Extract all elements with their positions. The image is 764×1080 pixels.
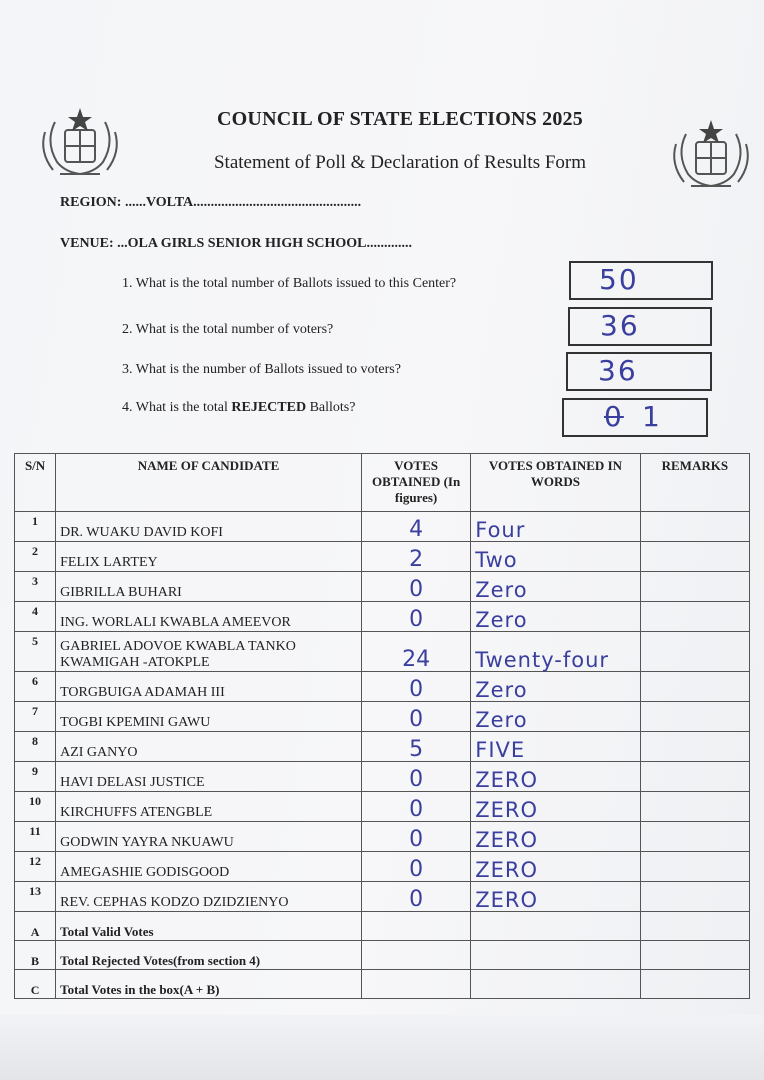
question-3: 3. What is the number of Ballots issued to voters? xyxy=(122,362,401,377)
candidate-name: GODWIN YAYRA NKUAWU xyxy=(56,822,362,852)
form-subtitle: Statement of Poll & Declaration of Results Form xyxy=(213,152,587,173)
remarks-cell xyxy=(640,672,749,702)
row-sn: 4 xyxy=(15,602,56,632)
footer-words xyxy=(471,970,640,999)
votes-words: Two xyxy=(471,542,640,572)
question-2: 2. What is the total number of voters? xyxy=(122,322,334,337)
row-sn: 13 xyxy=(15,882,56,912)
candidate-name: GABRIEL ADOVOE KWABLA TANKO KWAMIGAH -ATOKPLE xyxy=(56,632,362,672)
footer-label: Total Rejected Votes(from section 4) xyxy=(56,941,362,970)
row-sn: 9 xyxy=(15,762,56,792)
votes-figures: 5 xyxy=(361,732,470,762)
table-row xyxy=(15,852,750,882)
candidate-name: HAVI DELASI JUSTICE xyxy=(56,762,362,792)
table-row xyxy=(15,572,750,602)
candidate-name: GIBRILLA BUHARI xyxy=(56,572,362,602)
candidate-name: AMEGASHIE GODISGOOD xyxy=(56,852,362,882)
votes-words: Zero xyxy=(471,702,640,732)
answer-1: 50 xyxy=(599,263,639,296)
row-sn: 3 xyxy=(15,572,56,602)
remarks-cell xyxy=(640,822,749,852)
votes-words: FIVE xyxy=(471,732,640,762)
remarks-cell xyxy=(640,882,749,912)
votes-words: Zero xyxy=(471,602,640,632)
remarks-cell xyxy=(640,512,749,542)
votes-words: Zero xyxy=(471,572,640,602)
results-table xyxy=(14,453,750,999)
row-sn: 2 xyxy=(15,542,56,572)
candidate-name: FELIX LARTEY xyxy=(56,542,362,572)
table-header-row xyxy=(15,454,750,512)
votes-words: ZERO xyxy=(471,882,640,912)
table-row xyxy=(15,732,750,762)
footer-words xyxy=(471,912,640,941)
table-footer-row xyxy=(15,912,750,941)
table-row xyxy=(15,512,750,542)
votes-figures: 0 xyxy=(361,572,470,602)
header-votes-words: VOTES OBTAINED IN WORDS xyxy=(471,454,640,512)
table-row xyxy=(15,632,750,672)
votes-figures: 4 xyxy=(361,512,470,542)
venue-field: VENUE: ...OLA GIRLS SENIOR HIGH SCHOOL............. xyxy=(60,236,413,251)
answer-box-3 xyxy=(566,352,712,391)
remarks-cell xyxy=(640,732,749,762)
footer-words xyxy=(471,941,640,970)
table-row xyxy=(15,882,750,912)
votes-words: ZERO xyxy=(471,762,640,792)
votes-figures: 24 xyxy=(361,632,470,672)
table-row xyxy=(15,702,750,732)
answer-3: 36 xyxy=(598,354,638,387)
table-row xyxy=(15,792,750,822)
votes-words: ZERO xyxy=(471,822,640,852)
region-field: REGION: ......VOLTA................................................ xyxy=(60,195,362,210)
row-sn: 8 xyxy=(15,732,56,762)
table-row xyxy=(15,672,750,702)
header-remarks: REMARKS xyxy=(640,454,749,512)
answer-4: 1 xyxy=(642,400,662,433)
remarks-cell xyxy=(640,542,749,572)
candidate-name: REV. CEPHAS KODZO DZIDZIENYO xyxy=(56,882,362,912)
footer-label: Total Votes in the box(A + B) xyxy=(56,970,362,999)
header-name: NAME OF CANDIDATE xyxy=(56,454,362,512)
votes-figures: 0 xyxy=(361,882,470,912)
remarks-cell xyxy=(640,792,749,822)
candidate-name: DR. WUAKU DAVID KOFI xyxy=(56,512,362,542)
votes-words: Twenty-four xyxy=(471,632,640,672)
votes-words: Zero xyxy=(471,672,640,702)
answer-box-2 xyxy=(568,307,712,346)
votes-words: ZERO xyxy=(471,852,640,882)
votes-figures: 0 xyxy=(361,762,470,792)
remarks-cell xyxy=(640,632,749,672)
footer-sn: C xyxy=(15,970,56,999)
header-sn: S/N xyxy=(15,454,56,512)
remarks-cell xyxy=(640,702,749,732)
candidate-name: KIRCHUFFS ATENGBLE xyxy=(56,792,362,822)
form-title: COUNCIL OF STATE ELECTIONS 2025 xyxy=(217,108,583,130)
answer-4-struck: 0 xyxy=(604,400,624,433)
row-sn: 7 xyxy=(15,702,56,732)
table-row xyxy=(15,542,750,572)
table-row xyxy=(15,762,750,792)
footer-label: Total Valid Votes xyxy=(56,912,362,941)
answer-box-4 xyxy=(562,398,708,437)
votes-figures: 0 xyxy=(361,702,470,732)
remarks-cell xyxy=(640,572,749,602)
candidate-name: AZI GANYO xyxy=(56,732,362,762)
votes-figures: 0 xyxy=(361,672,470,702)
votes-figures: 0 xyxy=(361,792,470,822)
votes-figures: 0 xyxy=(361,822,470,852)
row-sn: 1 xyxy=(15,512,56,542)
row-sn: 11 xyxy=(15,822,56,852)
row-sn: 6 xyxy=(15,672,56,702)
remarks-cell xyxy=(640,762,749,792)
candidate-name: ING. WORLALI KWABLA AMEEVOR xyxy=(56,602,362,632)
row-sn: 10 xyxy=(15,792,56,822)
table-footer-row xyxy=(15,970,750,999)
footer-figures xyxy=(361,912,470,941)
table-row xyxy=(15,602,750,632)
header-votes-figures: VOTES OBTAINED (In figures) xyxy=(361,454,470,512)
remarks-cell xyxy=(640,602,749,632)
footer-figures xyxy=(361,941,470,970)
answer-2: 36 xyxy=(600,309,640,342)
votes-words: ZERO xyxy=(471,792,640,822)
table-row xyxy=(15,822,750,852)
remarks-cell xyxy=(640,852,749,882)
votes-words: Four xyxy=(471,512,640,542)
footer-figures xyxy=(361,970,470,999)
question-4: 4. What is the total REJECTED Ballots? xyxy=(122,400,356,415)
votes-figures: 2 xyxy=(361,542,470,572)
question-1: 1. What is the total number of Ballots issued to this Center? xyxy=(122,276,457,291)
candidate-name: TOGBI KPEMINI GAWU xyxy=(56,702,362,732)
votes-figures: 0 xyxy=(361,602,470,632)
footer-sn: B xyxy=(15,941,56,970)
page-shadow xyxy=(0,1015,764,1080)
row-sn: 12 xyxy=(15,852,56,882)
footer-remarks xyxy=(640,912,749,941)
footer-remarks xyxy=(640,941,749,970)
candidate-name: TORGBUIGA ADAMAH III xyxy=(56,672,362,702)
row-sn: 5 xyxy=(15,632,56,672)
footer-remarks xyxy=(640,970,749,999)
footer-sn: A xyxy=(15,912,56,941)
table-footer-row xyxy=(15,941,750,970)
votes-figures: 0 xyxy=(361,852,470,882)
answer-box-1 xyxy=(569,261,713,300)
